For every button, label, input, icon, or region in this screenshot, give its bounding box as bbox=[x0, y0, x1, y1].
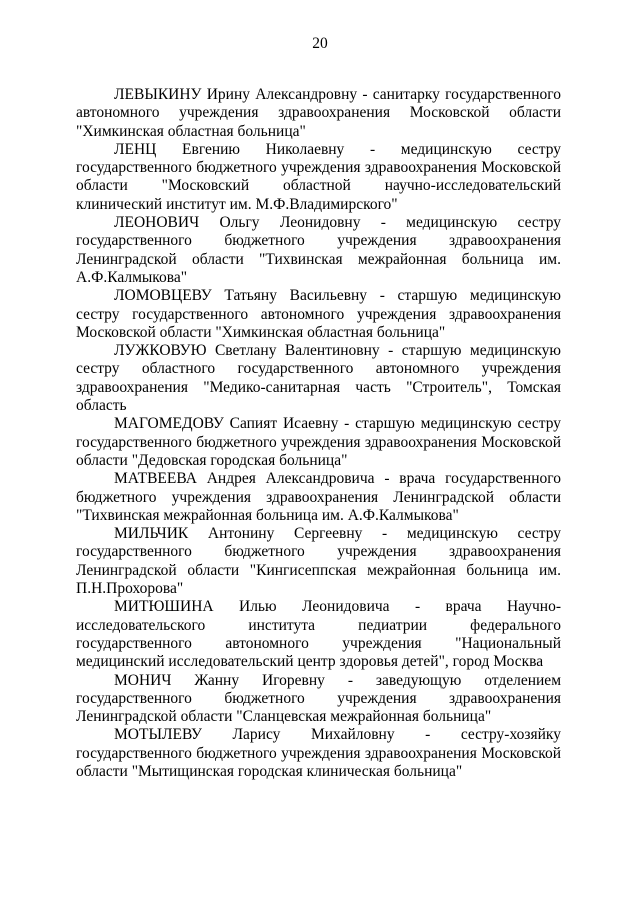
list-item: ЛЕОНОВИЧ Ольгу Леонидовну - медицинскую сестру государственного бюджетного учреждения здравоохранения Ленинградской области "Тихвинская межрайонная больница им. А.Ф.Калмыкова" bbox=[76, 214, 561, 286]
page-number: 20 bbox=[312, 35, 328, 52]
list-item: МАГОМЕДОВУ Сапият Исаевну - старшую медицинскую сестру государственного бюджетного учреждения здравоохранения Московской области "Дедовская городская больница" bbox=[76, 415, 561, 469]
award-list bbox=[76, 86, 561, 781]
list-item: МОТЫЛЕВУ Ларису Михайловну - сестру-хозяйку государственного бюджетного учреждения здравоохранения Московской области "Мытищинская городская клиническая больница" bbox=[76, 726, 561, 780]
list-item: МАТВЕЕВА Андрея Александровича - врача государственного бюджетного учреждения здравоохранения Ленинградской области "Тихвинская межрайонная больница им. А.Ф.Калмыкова" bbox=[76, 470, 561, 524]
list-item: МИЛЬЧИК Антонину Сергеевну - медицинскую сестру государственного бюджетного учреждения здравоохранения Ленинградской области "Кингисеппская межрайонная больница им. П.Н.Прохорова" bbox=[76, 525, 561, 598]
list-item: ЛУЖКОВУЮ Светлану Валентиновну - старшую медицинскую сестру областного государственного автономного учреждения здравоохранения "Медико-санитарная часть "Строитель", Томская область bbox=[76, 342, 561, 415]
list-item: ЛЕНЦ Евгению Николаевну - медицинскую сестру государственного бюджетного учреждения здравоохранения Московской области "Московский областной научно-исследовательский клинический институт им. М.Ф.Владимирского" bbox=[76, 140, 561, 213]
list-item: ЛЕВЫКИНУ Ирину Александровну - санитарку государственного автономного учреждения здравоохранения Московской области "Химкинская областная больница" bbox=[76, 86, 561, 140]
list-item: МИТЮШИНА Илью Леонидовича - врача Научно-исследовательского института педиатрии федерального государственного автономного учреждения "Национальный медицинский исследовательский центр здоровья детей", город Москва bbox=[76, 598, 561, 671]
list-item: ЛОМОВЦЕВУ Татьяну Васильевну - старшую медицинскую сестру государственного автономного учреждения здравоохранения Московской области "Химкинская областная больница" bbox=[76, 287, 561, 341]
list-item: МОНИЧ Жанну Игоревну - заведующую отделением государственного бюджетного учреждения здравоохранения Ленинградской области "Сланцевская межрайонная больница" bbox=[76, 671, 561, 726]
